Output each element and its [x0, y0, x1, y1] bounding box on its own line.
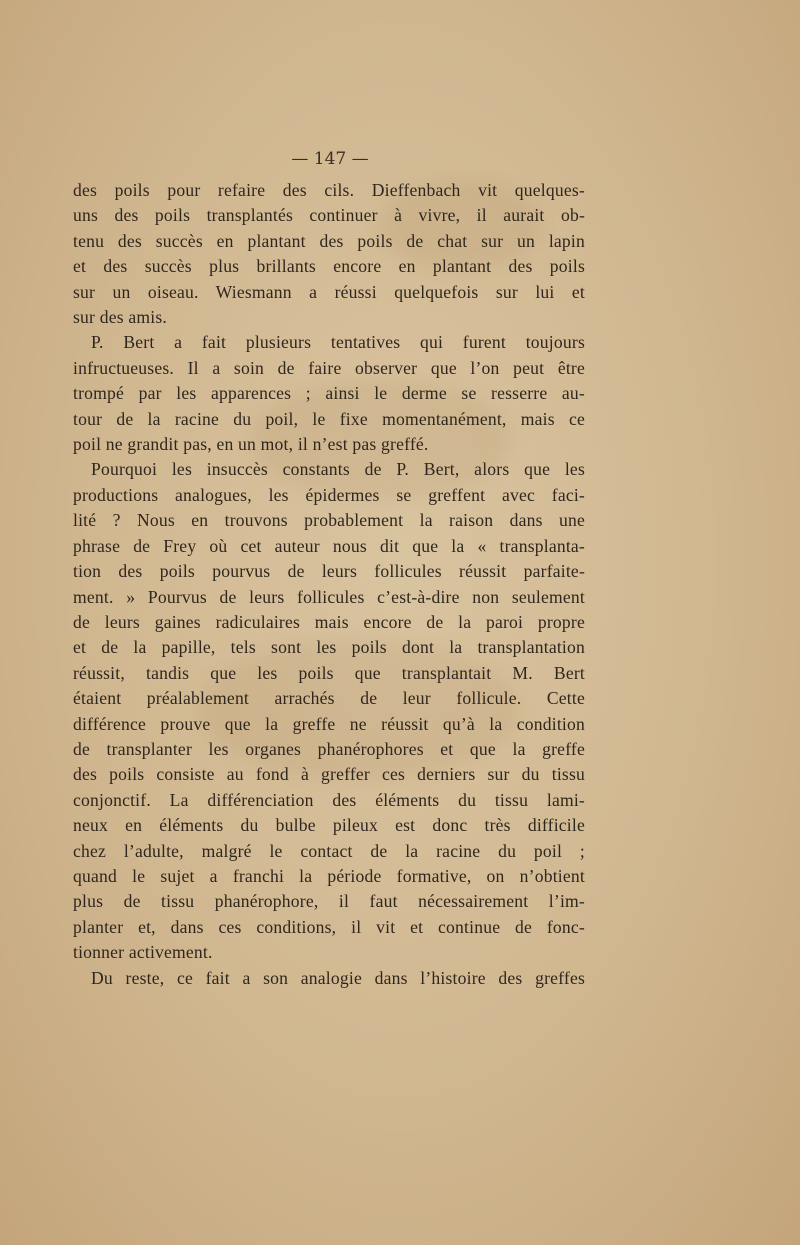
text-line: et des succès plus brillants encore en plantant des poils: [73, 256, 585, 277]
text-line: tenu des succès en plantant des poils de chat sur un lapin: [73, 230, 585, 251]
text-line: plus de tissu phanérophore, il faut nécessairement l’im-: [73, 891, 585, 912]
text-line: P. Bert a fait plusieurs tentatives qui furent toujours: [91, 332, 585, 353]
text-line: de leurs gaines radiculaires mais encore de la paroi propre: [73, 611, 585, 632]
text-line: phrase de Frey où cet auteur nous dit que la « transplanta-: [73, 535, 585, 556]
text-line: tionner activement.: [73, 942, 213, 963]
text-line: lité ? Nous en trouvons probablement la raison dans une: [73, 510, 585, 531]
text-line: tion des poils pourvus de leurs follicules réussit parfaite-: [73, 561, 585, 582]
text-line: des poils pour refaire des cils. Dieffenbach vit quelques-: [73, 180, 585, 200]
text-line: tour de la racine du poil, le fixe momentanément, mais ce: [73, 408, 585, 429]
body-text: [73, 178, 585, 991]
text-line: planter et, dans ces conditions, il vit et continue de fonc-: [73, 916, 585, 937]
text-line: trompé par les apparences ; ainsi le derme se resserre au-: [73, 383, 585, 404]
text-line: productions analogues, les épidermes se greffent avec faci-: [73, 484, 585, 505]
page-number: — 147 —: [291, 149, 369, 169]
text-line: conjonctif. La différenciation des éléments du tissu lami-: [73, 789, 585, 810]
text-line: Du reste, ce fait a son analogie dans l’histoire des greffes: [91, 967, 585, 988]
text-line: sur des amis.: [73, 307, 167, 328]
text-line: neux en éléments du bulbe pileux est donc très difficile: [73, 815, 585, 836]
text-line: Pourquoi les insuccès constants de P. Bert, alors que les: [91, 459, 585, 480]
text-line: ment. » Pourvus de leurs follicules c’est-à-dire non seulement: [73, 586, 585, 607]
text-line: poil ne grandit pas, en un mot, il n’est pas greffé.: [73, 434, 429, 455]
text-line: des poils consiste au fond à greffer ces derniers sur du tissu: [73, 764, 585, 785]
text-line: différence prouve que la greffe ne réussit qu’à la condition: [73, 713, 585, 734]
text-line: quand le sujet a franchi la période formative, on n’obtient: [73, 865, 585, 886]
text-line: uns des poils transplantés continuer à vivre, il aurait ob-: [73, 205, 585, 226]
text-line: étaient préalablement arrachés de leur follicule. Cette: [73, 688, 585, 709]
text-line: réussit, tandis que les poils que transplantait M. Bert: [73, 662, 585, 683]
text-line: chez l’adulte, malgré le contact de la racine du poil ;: [73, 840, 585, 861]
text-line: de transplanter les organes phanérophores et que la greffe: [73, 738, 585, 759]
text-line: et de la papille, tels sont les poils dont la transplantation: [73, 637, 585, 658]
text-line: sur un oiseau. Wiesmann a réussi quelquefois sur lui et: [73, 281, 585, 302]
text-line: infructueuses. Il a soin de faire observer que l’on peut être: [73, 357, 585, 378]
